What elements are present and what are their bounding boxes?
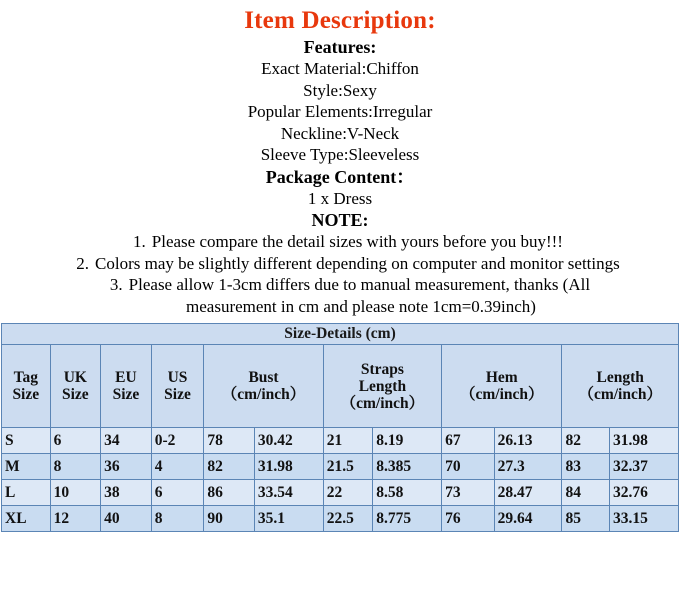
cell-us-size: 6 bbox=[151, 480, 204, 506]
note-text: Colors may be slightly different depending on computer and monitor settings bbox=[95, 253, 620, 273]
cell-hem-inch: 27.3 bbox=[494, 454, 562, 480]
header-us-size bbox=[151, 345, 204, 428]
cell-us-size: 0-2 bbox=[151, 428, 204, 454]
header-line: UK bbox=[63, 369, 87, 386]
header-line: Size bbox=[164, 386, 191, 403]
header-eu-size bbox=[101, 345, 152, 428]
size-details-table bbox=[1, 323, 679, 532]
header-straps-length bbox=[323, 345, 441, 428]
table-row bbox=[2, 480, 679, 506]
cell-tag-size: XL bbox=[2, 506, 51, 532]
note-text: Please compare the detail sizes with yours before you buy!!! bbox=[151, 232, 563, 251]
cell-hem-inch: 29.64 bbox=[494, 506, 562, 532]
cell-tag-size: M bbox=[2, 454, 51, 480]
cell-bust-cm: 82 bbox=[204, 454, 255, 480]
feature-sleeve-type: Sleeve Type:Sleeveless bbox=[260, 145, 420, 164]
page-title: Item Description: bbox=[244, 7, 436, 34]
cell-straps-cm: 22.5 bbox=[323, 506, 373, 532]
table-row bbox=[2, 428, 679, 454]
cell-bust-inch: 30.42 bbox=[254, 428, 323, 454]
header-line: （cm/inch） bbox=[578, 386, 662, 403]
cell-uk-size: 6 bbox=[50, 428, 101, 454]
header-line: （cm/inch） bbox=[459, 386, 544, 403]
cell-tag-size: S bbox=[2, 428, 51, 454]
feature-material: Exact Material:Chiffon bbox=[261, 59, 419, 78]
cell-eu-size: 36 bbox=[101, 454, 152, 480]
cell-hem-cm: 76 bbox=[442, 506, 495, 532]
cell-bust-cm: 78 bbox=[204, 428, 255, 454]
package-content-heading: Package Content： bbox=[265, 166, 415, 187]
feature-style: Style:Sexy bbox=[303, 80, 377, 100]
header-bust bbox=[204, 345, 323, 428]
cell-hem-cm: 73 bbox=[442, 480, 495, 506]
cell-bust-inch: 31.98 bbox=[254, 454, 323, 480]
header-uk-size bbox=[50, 345, 101, 428]
cell-length-inch: 31.98 bbox=[610, 428, 679, 454]
cell-hem-inch: 28.47 bbox=[494, 480, 562, 506]
table-caption: Size-Details (cm) bbox=[2, 324, 679, 345]
note-text: Please allow 1-3cm differs due to manual measurement, thanks (All bbox=[128, 275, 591, 294]
cell-bust-inch: 35.1 bbox=[254, 506, 323, 532]
cell-eu-size: 38 bbox=[101, 480, 152, 506]
cell-straps-inch: 8.19 bbox=[373, 428, 442, 454]
cell-us-size: 8 bbox=[151, 506, 204, 532]
table-row bbox=[2, 454, 679, 480]
cell-uk-size: 8 bbox=[50, 454, 101, 480]
cell-straps-cm: 21.5 bbox=[323, 454, 373, 480]
note-text-continued: measurement in cm and please note 1cm=0.39inch) bbox=[186, 296, 536, 316]
note-number: 3. bbox=[109, 275, 123, 294]
header-line: （cm/inch） bbox=[340, 394, 425, 412]
note-number: 1. bbox=[133, 232, 146, 251]
cell-bust-cm: 86 bbox=[204, 480, 255, 506]
cell-length-inch: 32.37 bbox=[610, 454, 679, 480]
note-heading: NOTE: bbox=[311, 210, 369, 230]
cell-length-inch: 33.15 bbox=[610, 506, 679, 532]
item-description-page bbox=[0, 6, 680, 595]
cell-bust-cm: 90 bbox=[204, 506, 255, 532]
cell-us-size: 4 bbox=[151, 454, 204, 480]
header-line: （cm/inch） bbox=[221, 386, 306, 403]
note-number: 2. bbox=[76, 253, 90, 273]
note-item bbox=[30, 274, 666, 317]
table-title-row bbox=[2, 324, 679, 345]
cell-length-cm: 84 bbox=[562, 480, 610, 506]
feature-neckline: Neckline:V-Neck bbox=[280, 123, 400, 143]
cell-length-cm: 83 bbox=[562, 454, 610, 480]
cell-eu-size: 40 bbox=[101, 506, 152, 532]
header-line: Hem bbox=[485, 369, 518, 386]
header-line: Size bbox=[62, 386, 89, 403]
header-line: Length bbox=[596, 369, 644, 386]
note-item bbox=[30, 231, 666, 253]
cell-straps-inch: 8.385 bbox=[373, 454, 442, 480]
header-line: Size bbox=[112, 386, 140, 403]
header-line: Bust bbox=[248, 369, 279, 386]
header-line: Size bbox=[12, 386, 40, 403]
header-line: EU bbox=[115, 369, 137, 386]
cell-straps-cm: 22 bbox=[323, 480, 373, 506]
table-header-row bbox=[2, 345, 679, 428]
header-line: Length bbox=[358, 377, 407, 395]
cell-hem-cm: 67 bbox=[442, 428, 495, 454]
cell-length-inch: 32.76 bbox=[610, 480, 679, 506]
header-hem bbox=[442, 345, 562, 428]
note-item bbox=[30, 253, 666, 275]
cell-hem-cm: 70 bbox=[442, 454, 495, 480]
header-length bbox=[562, 345, 679, 428]
feature-popular-elements: Popular Elements:Irregular bbox=[247, 102, 433, 121]
cell-length-cm: 82 bbox=[562, 428, 610, 454]
cell-hem-inch: 26.13 bbox=[494, 428, 562, 454]
header-line: US bbox=[167, 369, 188, 386]
note-list bbox=[0, 231, 680, 317]
cell-bust-inch: 33.54 bbox=[254, 480, 323, 506]
cell-straps-inch: 8.58 bbox=[373, 480, 442, 506]
cell-uk-size: 10 bbox=[50, 480, 101, 506]
features-heading: Features: bbox=[303, 37, 377, 57]
cell-eu-size: 34 bbox=[101, 428, 152, 454]
cell-straps-cm: 21 bbox=[323, 428, 373, 454]
table-row bbox=[2, 506, 679, 532]
header-line: Tag bbox=[13, 369, 38, 386]
cell-tag-size: L bbox=[2, 480, 51, 506]
cell-uk-size: 12 bbox=[50, 506, 101, 532]
cell-length-cm: 85 bbox=[562, 506, 610, 532]
package-content-value: 1 x Dress bbox=[307, 188, 373, 208]
header-line: Straps bbox=[360, 360, 404, 378]
cell-straps-inch: 8.775 bbox=[373, 506, 442, 532]
header-tag-size bbox=[2, 345, 51, 428]
